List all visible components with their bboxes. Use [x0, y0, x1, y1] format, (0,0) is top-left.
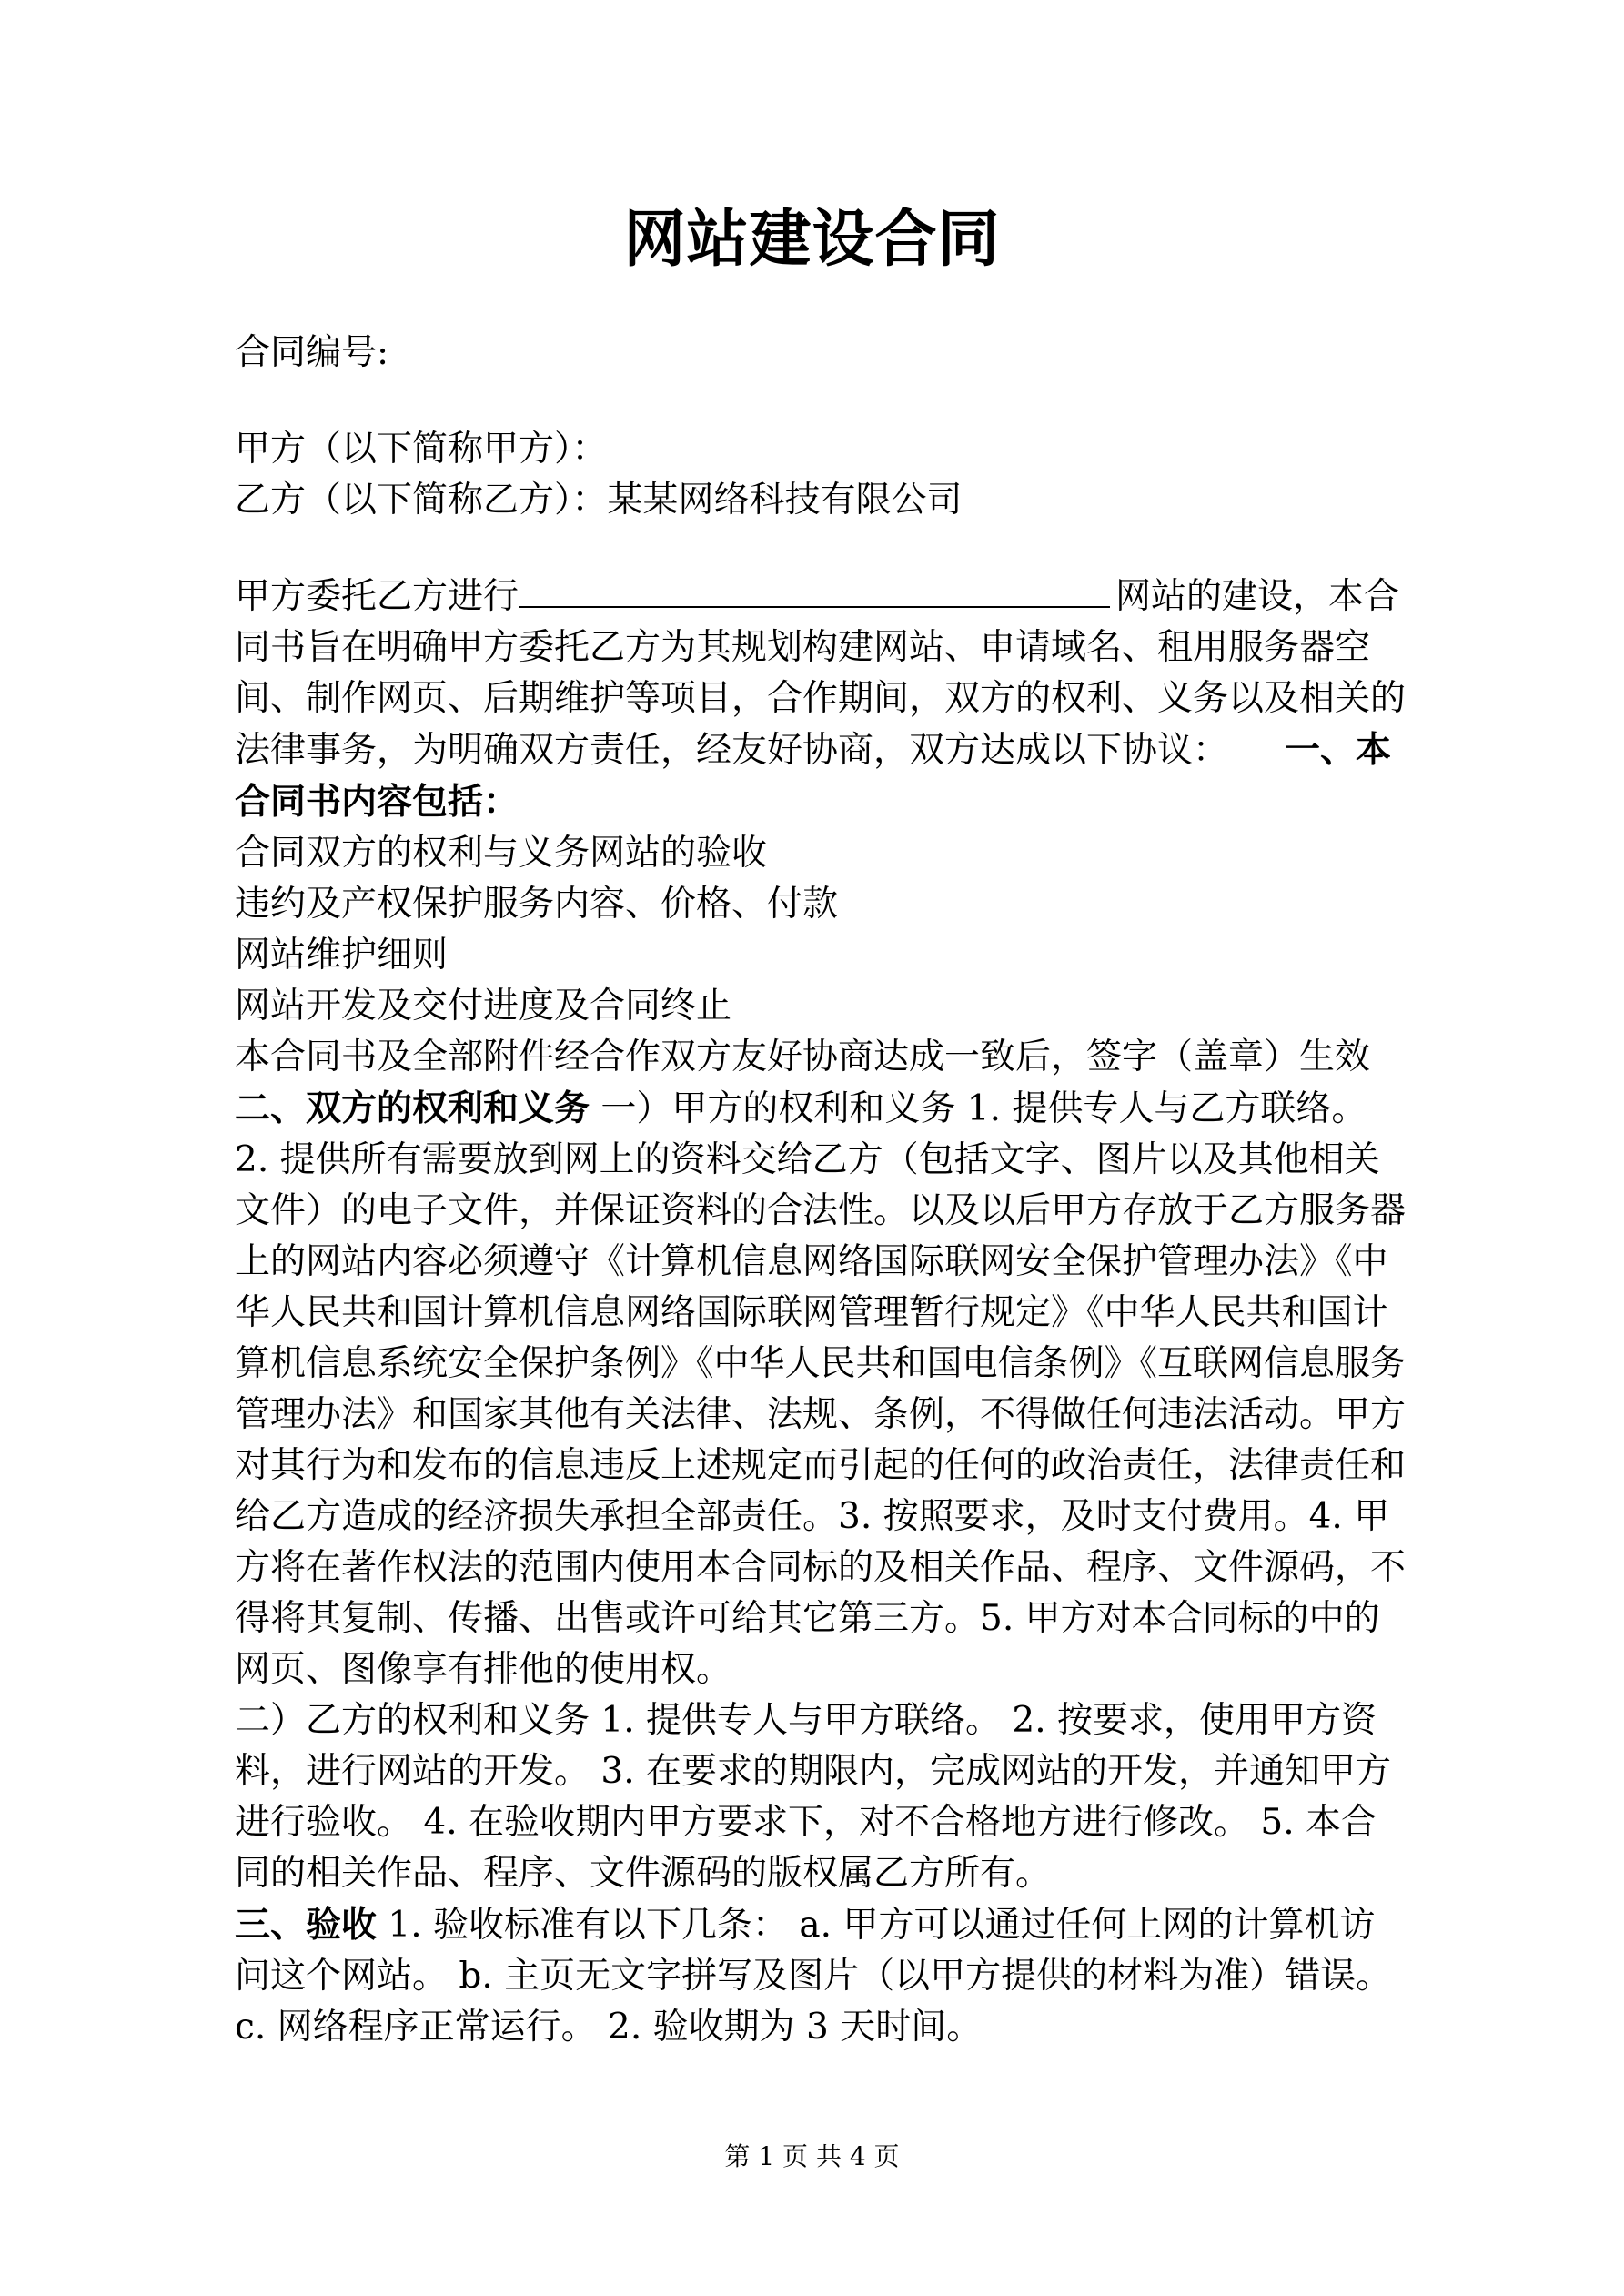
section3-heading: 三、验收 [235, 1904, 378, 1946]
intro-prefix: 甲方委托乙方进行 [235, 576, 519, 617]
document-title: 网站建设合同 [623, 203, 1001, 276]
intro-paragraph [235, 571, 1408, 828]
section1-heading: 一、本合同书内容包括： [235, 729, 1392, 823]
section1-item: 违约及产权保护服务内容、价格、付款 [235, 884, 839, 925]
section1-item: 合同双方的权利与义务网站的验收 [235, 833, 768, 874]
section1-item: 网站维护细则 [235, 935, 449, 976]
section1-item: 网站开发及交付进度及合同终止 [235, 986, 732, 1027]
intro-body: 本合同书旨在明确甲方委托乙方为其规划构建网站、申请域名、租用服务器空间、制作网页、后期维护等项目，合作期间，双方的权利、义务以及相关的法律事务，为明确双方责任，经友好协商，双方达成以下协议： [235, 576, 1407, 771]
party-b-label: 乙方（以下简称乙方）： [235, 480, 608, 521]
party-b-name: 某某网络科技有限公司 [607, 480, 963, 521]
section3-paragraph [235, 1899, 1408, 2053]
website-name-blank [519, 571, 1110, 608]
section2-paragraph-b: 二）乙方的权利和义务 1. 提供专人与甲方联络。 2. 按要求，使用甲方资料，进行网站的开发。 3. 在要求的期限内，完成网站的开发，并通知甲方进行验收。 4. 在验收期内甲方要求下，对不合格地方进行修改。 5. 本合同的相关作品、程序、文件源码的版权属乙方所有。 [235, 1700, 1392, 1894]
section3-text: 1. 验收标准有以下几条： a. 甲方可以通过任何上网的计算机访问这个网站。 b. 主页无文字拼写及图片（以甲方提供的材料为准）错误。 c. 网络程序正常运行。 2. 验收期为 3 天时间。 [235, 1905, 1392, 2048]
party-a-label: 甲方（以下简称甲方）： [235, 429, 608, 470]
contract-number-label: 合同编号: [235, 332, 389, 373]
party-a-line [235, 424, 1408, 475]
intro-suffix: 网站的建设， [1115, 576, 1329, 617]
section2-heading: 二、双方的权利和义务 [235, 1087, 590, 1129]
section2-a-text: 一）甲方的权利和义务 1. 提供专人与乙方联络。 2. 提供所有需要放到网上的资料交给乙方（包括文字、图片以及其他相关文件）的电子文件，并保证资料的合法性。以及以后甲方存放于乙方服务器上的网站内容必须遵守《计算机信息网络国际联网安全保护管理办法》《中华人民共和国计算机信息网络国际联网管理暂行规定》《中华人民共和国计算机信息系统安全保护条例》《中华人民共和国电信条例》《互联网信息服务管理办法》和国家其他有关法律、法规、条例，不得做任何违法活动。甲方对其行为和发布的信息违反上述规定而引起的任何的政治责任，法律责任和给乙方造成的经济损失承担全部责任。3. 按照要求，及时支付费用。4. 甲方将在著作权法的范围内使用本合同标的及相关作品、程序、文件源码，不得将其复制、传播、出售或许可给其它第三方。5. 甲方对本合同标的中的网页、图像享有排他的使用权。 [235, 1088, 1407, 1690]
page-footer: 第 1 页 共 4 页 [724, 2141, 900, 2171]
document-body [235, 328, 1408, 2053]
party-b-line [235, 475, 1408, 526]
section1-item: 本合同书及全部附件经合作双方友好协商达成一致后，签字（盖章）生效 [235, 1037, 1371, 1077]
section2-paragraph-a [235, 1083, 1408, 1695]
